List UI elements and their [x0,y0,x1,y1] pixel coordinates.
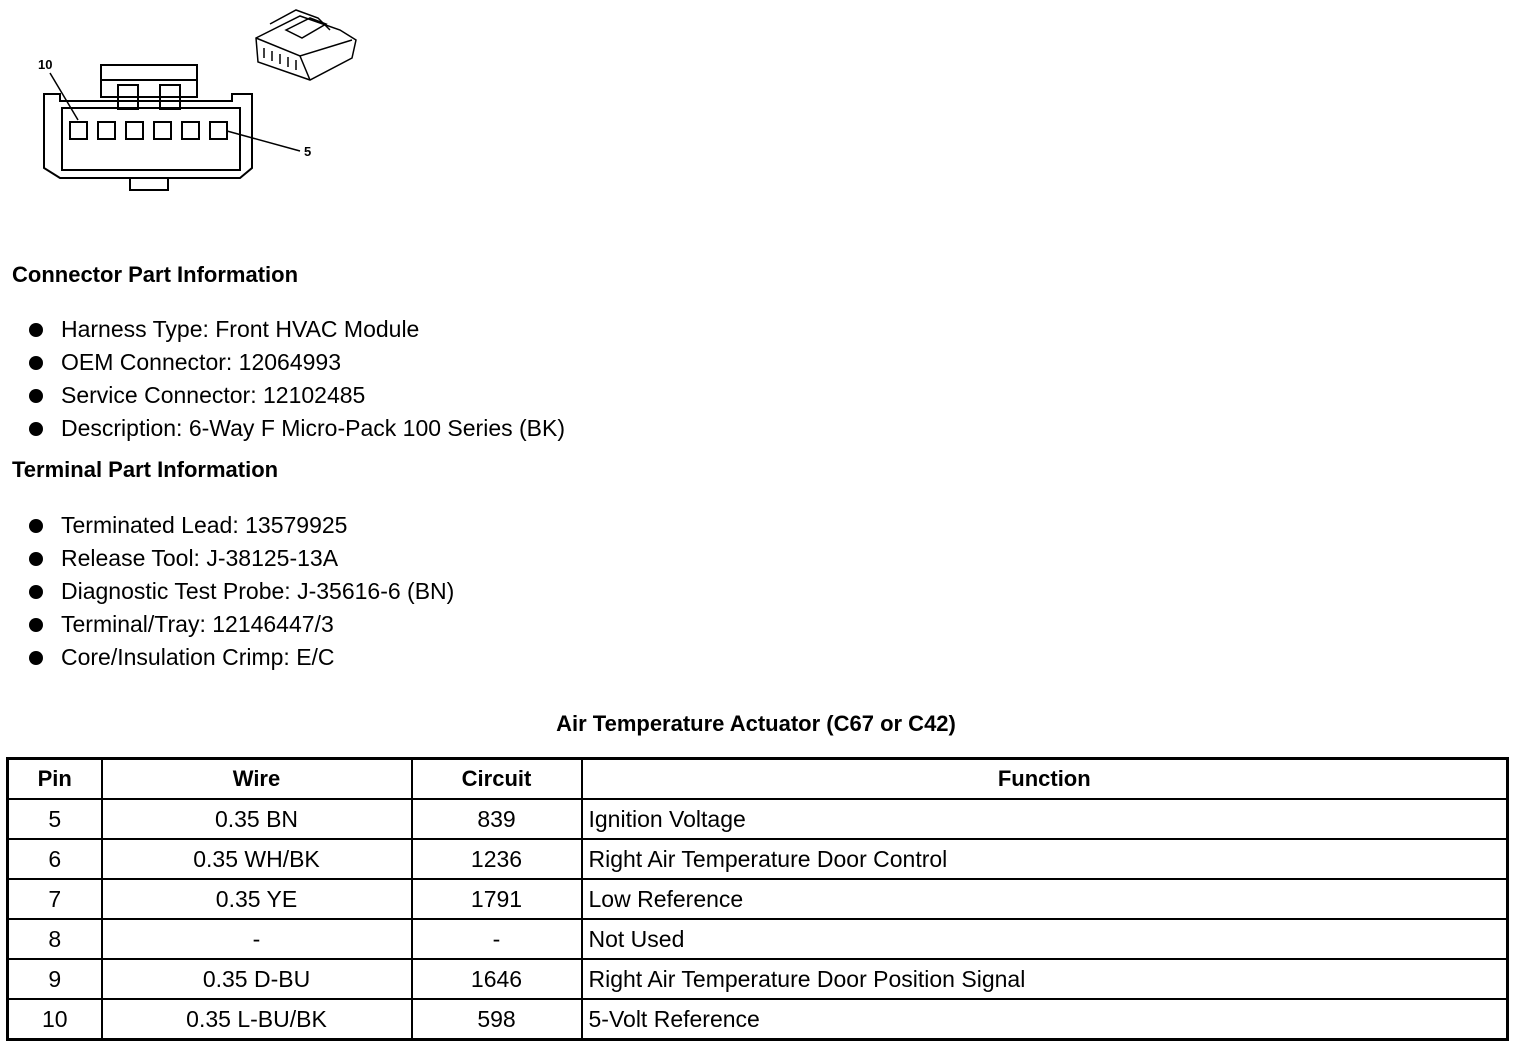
list-item [28,379,565,412]
table-row [8,999,1508,1040]
column-header-circuit: Circuit [412,759,582,800]
connector-iso-thumbnail [256,10,356,80]
pinout-table-title: Air Temperature Actuator (C67 or C42) [556,711,956,736]
connector-face-drawing [0,0,420,220]
list-item-text: Terminated Lead: 13579925 [61,512,348,538]
bullet-icon [29,618,43,632]
pinout-table [6,757,1509,1041]
terminal-part-info-list [28,509,454,674]
connector-part-info-list [28,313,565,445]
bullet-icon [29,422,43,436]
cell-pin: 5 [8,799,102,839]
table-row [8,919,1508,959]
cell-function: Ignition Voltage [582,799,1508,839]
bullet-icon [29,323,43,337]
list-item [28,575,454,608]
cell-function: Right Air Temperature Door Control [582,839,1508,879]
table-row [8,799,1508,839]
table-row [8,959,1508,999]
column-header-function: Function [582,759,1508,800]
bullet-icon [29,356,43,370]
cell-function: Low Reference [582,879,1508,919]
list-item-text: Service Connector: 12102485 [61,382,366,408]
table-header-row [8,759,1508,800]
bullet-icon [29,585,43,599]
cell-circuit: 1236 [412,839,582,879]
list-item [28,346,565,379]
cell-pin: 6 [8,839,102,879]
connector-diagram [0,0,420,220]
list-item-text: Core/Insulation Crimp: E/C [61,644,335,670]
cell-function: 5-Volt Reference [582,999,1508,1040]
pin-10-callout: 10 [38,57,53,72]
cell-wire: 0.35 WH/BK [102,839,412,879]
table-row [8,839,1508,879]
list-item-text: Harness Type: Front HVAC Module [61,316,420,342]
cell-circuit: 839 [412,799,582,839]
bullet-icon [29,552,43,566]
cell-function: Not Used [582,919,1508,959]
list-item [28,608,454,641]
cell-circuit: 598 [412,999,582,1040]
column-header-wire: Wire [102,759,412,800]
list-item-text: OEM Connector: 12064993 [61,349,342,375]
bullet-icon [29,651,43,665]
cell-function: Right Air Temperature Door Position Signal [582,959,1508,999]
column-header-pin: Pin [8,759,102,800]
cell-wire: 0.35 D-BU [102,959,412,999]
cell-circuit: - [412,919,582,959]
bullet-icon [29,519,43,533]
cell-circuit: 1791 [412,879,582,919]
list-item [28,509,454,542]
bullet-icon [29,389,43,403]
cell-pin: 8 [8,919,102,959]
cell-wire: 0.35 BN [102,799,412,839]
list-item [28,313,565,346]
cell-pin: 7 [8,879,102,919]
cell-wire: 0.35 L-BU/BK [102,999,412,1040]
cell-pin: 10 [8,999,102,1040]
list-item [28,412,565,445]
table-row [8,879,1508,919]
pin-5-callout: 5 [304,144,312,159]
cell-wire: - [102,919,412,959]
cell-wire: 0.35 YE [102,879,412,919]
list-item-text: Description: 6-Way F Micro-Pack 100 Series (BK) [61,415,566,441]
list-item-text: Terminal/Tray: 12146447/3 [61,611,334,637]
list-item [28,542,454,575]
list-item [28,641,454,674]
list-item-text: Release Tool: J-38125-13A [61,545,339,571]
terminal-part-info-heading: Terminal Part Information [12,457,279,482]
cell-pin: 9 [8,959,102,999]
connector-part-info-heading: Connector Part Information [12,262,299,287]
list-item-text: Diagnostic Test Probe: J-35616-6 (BN) [61,578,455,604]
cell-circuit: 1646 [412,959,582,999]
